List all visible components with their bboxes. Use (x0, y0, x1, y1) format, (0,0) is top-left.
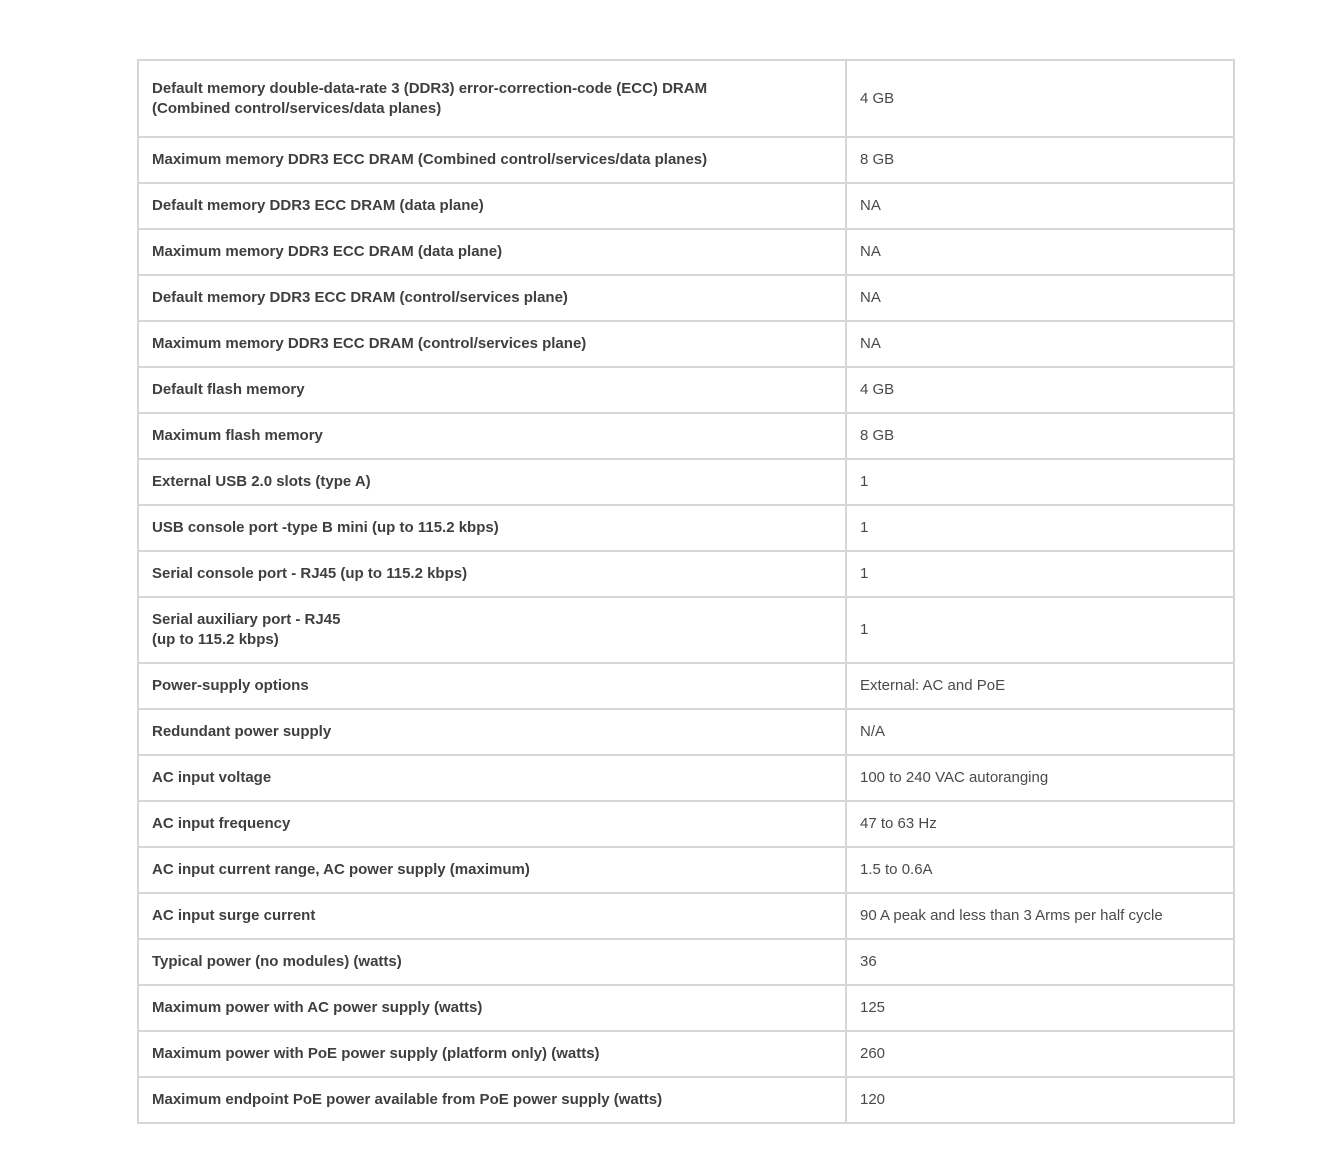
table-row (138, 505, 1234, 551)
spec-label-cell (138, 985, 846, 1031)
table-row (138, 551, 1234, 597)
spec-value: 4 GB (846, 60, 1234, 137)
spec-label-cell (138, 597, 846, 663)
table-row (138, 755, 1234, 801)
table-row (138, 60, 1234, 137)
table-row (138, 137, 1234, 183)
spec-value: 4 GB (846, 367, 1234, 413)
table-row (138, 367, 1234, 413)
table-row (138, 459, 1234, 505)
table-row (138, 847, 1234, 893)
table-row (138, 939, 1234, 985)
table-row (138, 597, 1234, 663)
table-row (138, 1031, 1234, 1077)
spec-label: AC input voltage (152, 769, 272, 786)
spec-label: Default memory DDR3 ECC DRAM (control/services plane) (152, 289, 568, 306)
spec-label: Redundant power supply (152, 723, 332, 740)
table-row (138, 893, 1234, 939)
spec-value: 100 to 240 VAC autoranging (846, 755, 1234, 801)
spec-label-cell (138, 551, 846, 597)
table-row (138, 663, 1234, 709)
spec-label-cell (138, 847, 846, 893)
spec-label-cell (138, 413, 846, 459)
spec-label: Power-supply options (152, 677, 309, 694)
spec-label: Maximum memory DDR3 ECC DRAM (Combined control/services/data planes) (152, 151, 708, 168)
spec-value: NA (846, 275, 1234, 321)
spec-value: 1 (846, 459, 1234, 505)
spec-value: NA (846, 321, 1234, 367)
spec-label: Maximum endpoint PoE power available from PoE power supply (watts) (152, 1091, 663, 1108)
spec-label: Maximum power with AC power supply (watts) (152, 999, 483, 1016)
spec-table-body (138, 60, 1234, 1123)
spec-value: 1 (846, 551, 1234, 597)
table-row (138, 801, 1234, 847)
spec-label: Default flash memory (152, 381, 305, 398)
spec-label-cell (138, 1031, 846, 1077)
spec-label: (Combined control/services/data planes) (152, 99, 442, 117)
spec-value: 1 (846, 505, 1234, 551)
spec-label: Default memory DDR3 ECC DRAM (data plane) (152, 197, 484, 214)
spec-value: NA (846, 229, 1234, 275)
spec-label-cell (138, 275, 846, 321)
table-row (138, 183, 1234, 229)
table-row (138, 413, 1234, 459)
spec-value: External: AC and PoE (846, 663, 1234, 709)
spec-label-cell (138, 321, 846, 367)
spec-table (137, 59, 1235, 1124)
spec-label: Serial auxiliary port - RJ45 (152, 611, 341, 628)
spec-label: AC input current range, AC power supply (maximum) (152, 861, 530, 878)
spec-label: Maximum power with PoE power supply (platform only) (watts) (152, 1045, 600, 1062)
spec-label-cell (138, 367, 846, 413)
spec-value: 8 GB (846, 137, 1234, 183)
table-row (138, 321, 1234, 367)
spec-label-cell (138, 1077, 846, 1123)
table-row (138, 229, 1234, 275)
table-row (138, 985, 1234, 1031)
table-row (138, 275, 1234, 321)
spec-label-cell (138, 60, 846, 137)
spec-value: 36 (846, 939, 1234, 985)
spec-label: Maximum memory DDR3 ECC DRAM (data plane) (152, 243, 503, 260)
spec-label-cell (138, 801, 846, 847)
spec-label-cell (138, 939, 846, 985)
spec-label: AC input frequency (152, 815, 291, 832)
spec-value: N/A (846, 709, 1234, 755)
spec-label-cell (138, 755, 846, 801)
spec-label-cell (138, 663, 846, 709)
spec-value: 120 (846, 1077, 1234, 1123)
spec-value: 8 GB (846, 413, 1234, 459)
spec-value: NA (846, 183, 1234, 229)
spec-label-cell (138, 183, 846, 229)
spec-label-cell (138, 709, 846, 755)
spec-label: AC input surge current (152, 907, 316, 924)
spec-value: 125 (846, 985, 1234, 1031)
spec-value: 260 (846, 1031, 1234, 1077)
spec-label-cell (138, 893, 846, 939)
spec-label-cell (138, 137, 846, 183)
spec-label: Typical power (no modules) (watts) (152, 953, 402, 970)
spec-value: 90 A peak and less than 3 Arms per half cycle (846, 893, 1234, 939)
spec-label-cell (138, 229, 846, 275)
spec-label-cell (138, 505, 846, 551)
spec-label: Serial console port - RJ45 (up to 115.2 kbps) (152, 565, 468, 582)
spec-label: USB console port -type B mini (up to 115.2 kbps) (152, 519, 499, 536)
spec-label: Default memory double-data-rate 3 (DDR3) error-correction-code (ECC) DRAM (152, 79, 708, 97)
spec-value: 1.5 to 0.6A (846, 847, 1234, 893)
spec-label: Maximum memory DDR3 ECC DRAM (control/services plane) (152, 335, 587, 352)
spec-label-cell (138, 459, 846, 505)
spec-value: 47 to 63 Hz (846, 801, 1234, 847)
table-row (138, 1077, 1234, 1123)
spec-value: 1 (846, 597, 1234, 663)
spec-label: Maximum flash memory (152, 427, 323, 444)
spec-label: (up to 115.2 kbps) (152, 631, 279, 648)
table-row (138, 709, 1234, 755)
spec-label: External USB 2.0 slots (type A) (152, 473, 371, 490)
